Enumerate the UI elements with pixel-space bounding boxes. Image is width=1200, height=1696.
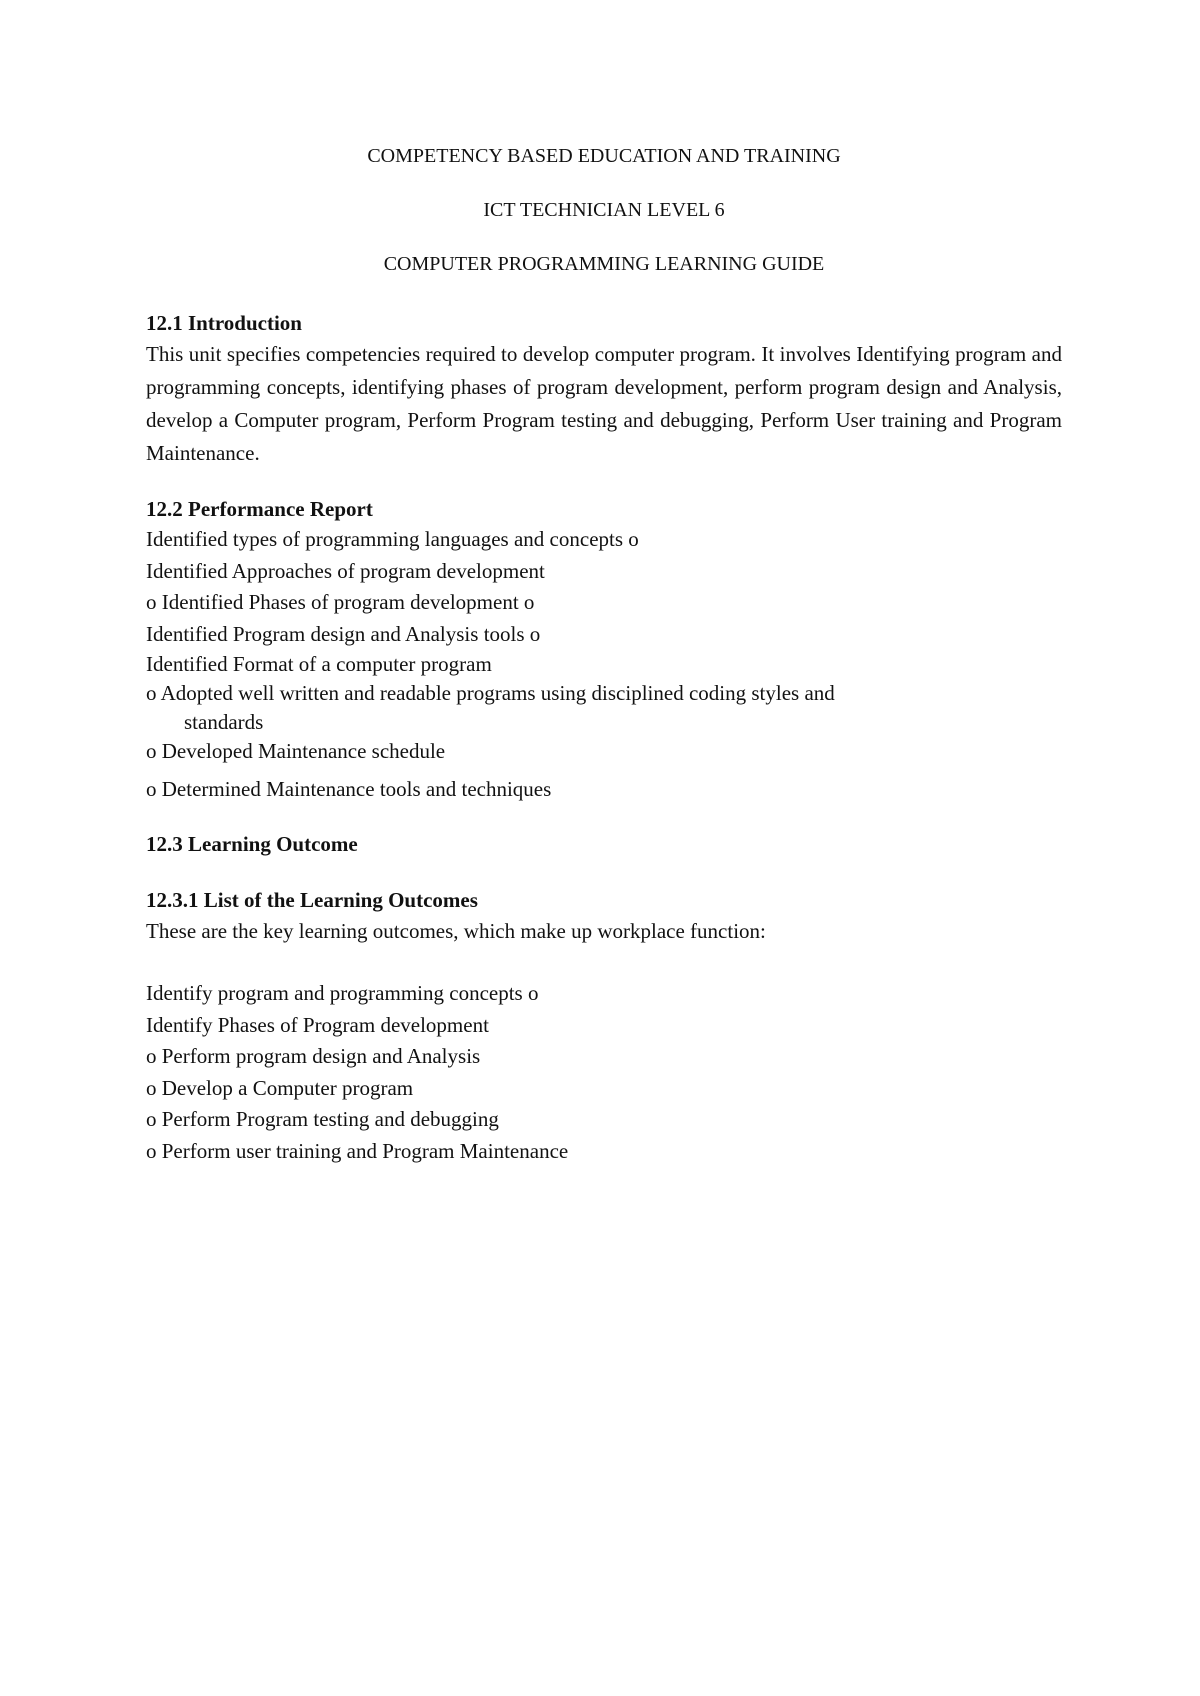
document-title-1: COMPETENCY BASED EDUCATION AND TRAINING — [367, 145, 841, 167]
learning-outcome-line: o Perform program design and Analysis — [146, 1044, 481, 1068]
learning-outcome-line: o Perform Program testing and debugging — [146, 1107, 499, 1131]
performance-list — [146, 524, 1062, 805]
learning-outcome-line: Identify program and programming concepts o — [146, 981, 539, 1005]
performance-line: Identified Program design and Analysis tools o — [146, 621, 541, 646]
performance-heading: 12.2 Performance Report — [146, 497, 373, 521]
intro-heading: 12.1 Introduction — [146, 311, 302, 335]
spacer — [146, 859, 1062, 885]
learning-outcome-heading: 12.3 Learning Outcome — [146, 832, 358, 856]
performance-line: o Identified Phases of program development o — [146, 590, 535, 614]
performance-line-continuation: standards — [184, 710, 264, 734]
learning-outcome-line: o Develop a Computer program — [146, 1075, 414, 1100]
performance-line: o Adopted well written and readable programs using disciplined coding styles and — [146, 681, 835, 705]
performance-line: o Determined Maintenance tools and techniques — [146, 776, 552, 801]
learning-outcomes-list — [146, 978, 1062, 1167]
document-title-3: COMPUTER PROGRAMMING LEARNING GUIDE — [383, 253, 825, 275]
performance-line: Identified Format of a computer program — [146, 652, 492, 676]
learning-outcome-line: Identify Phases of Program development — [146, 1012, 489, 1037]
learning-outcomes-subheading: 12.3.1 List of the Learning Outcomes — [146, 888, 478, 912]
document-content — [146, 142, 1062, 1167]
performance-line: Identified types of programming languages and concepts o — [146, 527, 639, 551]
document-title-2: ICT TECHNICIAN LEVEL 6 — [483, 199, 725, 221]
performance-line: Identified Approaches of program development — [146, 558, 545, 583]
spacer — [146, 948, 1062, 978]
spacer — [146, 805, 1062, 829]
performance-line: o Developed Maintenance schedule — [146, 739, 446, 763]
spacer — [146, 470, 1062, 494]
learning-outcome-line: o Perform user training and Program Maintenance — [146, 1138, 569, 1163]
intro-paragraph: This unit specifies competencies required to develop computer program. It involves Identifying program and programming concepts, identifying phases of program development, perform program design and Analysis, develop a Computer program, Perform Program testing and debugging, Perform User training and Program Maintenance. — [146, 342, 1062, 465]
learning-outcomes-intro: These are the key learning outcomes, which make up workplace function: — [146, 919, 766, 943]
